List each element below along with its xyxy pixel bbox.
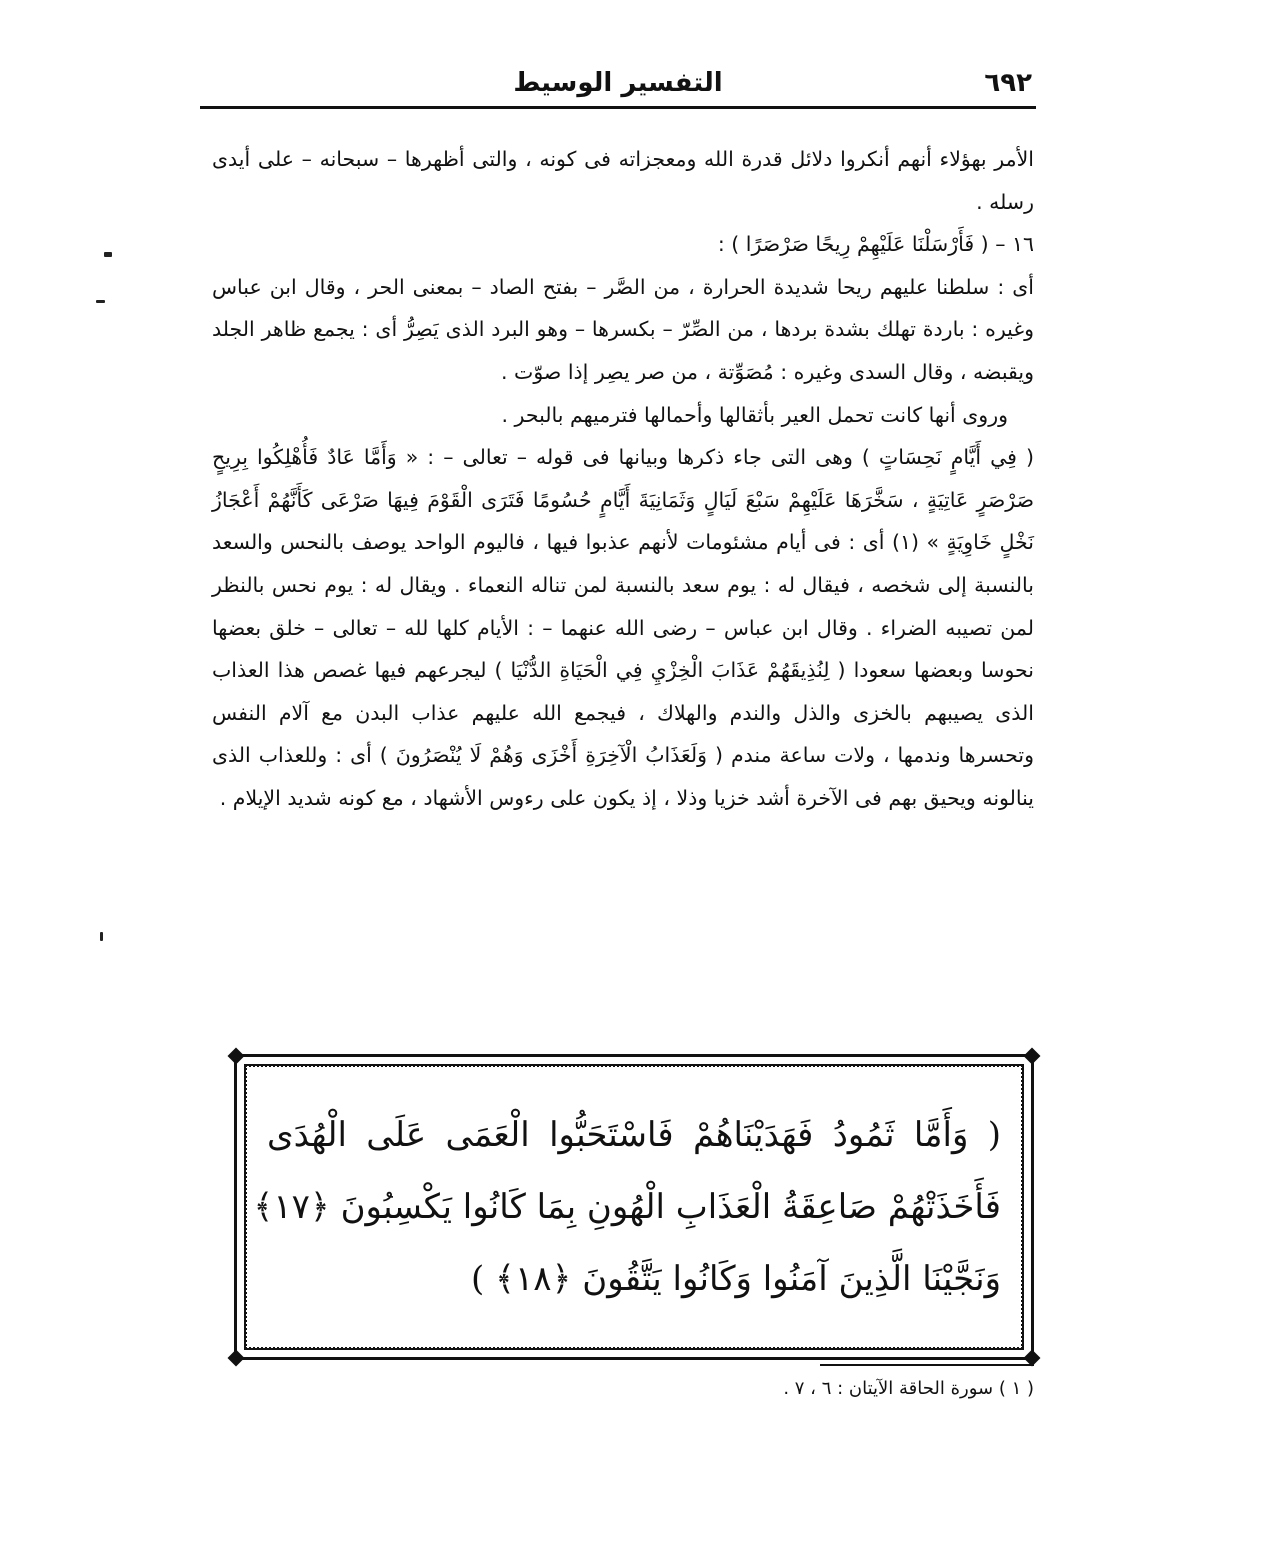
footnote: ( ١ ) سورة الحاقة الآيتان : ٦ ، ٧ . bbox=[783, 1378, 1034, 1399]
scan-speck bbox=[100, 932, 103, 941]
ornament-corner bbox=[228, 1350, 245, 1367]
verse-lines bbox=[253, 1099, 1001, 1315]
page-number: ٦٩٢ bbox=[984, 68, 1032, 98]
running-title: التفسير الوسيط bbox=[513, 68, 723, 98]
ornament-corner bbox=[1024, 1048, 1041, 1065]
ornament-corner bbox=[228, 1048, 245, 1065]
verse-box bbox=[234, 1054, 1034, 1360]
body-text bbox=[212, 138, 1034, 820]
verse-line-1: ( وَأَمَّا ثَمُودُ فَهَدَيْنَاهُمْ فَاسْتَحَبُّوا الْعَمَى عَلَى الْهُدَى bbox=[267, 1115, 1001, 1155]
footnote-rule bbox=[820, 1364, 1034, 1366]
scan-speck bbox=[96, 300, 105, 303]
header-rule bbox=[200, 106, 1036, 109]
paragraph-1: الأمر بهؤلاء أنهم أنكروا دلائل قدرة الله ومعجزاته فى كونه ، والتى أظهرها – سبحانه – على أيدى رسله . bbox=[212, 147, 1034, 214]
scan-speck bbox=[104, 252, 112, 257]
paragraph-5: ( فِي أَيَّامٍ نَحِسَاتٍ ) وهى التى جاء ذكرها وبيانها فى قوله – تعالى – : « وَأَمَّا عَادٌ فَأُهْلِكُوا بِرِيحٍ صَرْصَرٍ عَاتِيَةٍ ، سَخَّرَهَا عَلَيْهِمْ سَبْعَ لَيَالٍ وَثَمَانِيَةَ أَيَّامٍ حُسُومًا فَتَرَى الْقَوْمَ فِيهَا صَرْعَى كَأَنَّهُمْ أَعْجَازُ نَخْلٍ خَاوِيَةٍ » (١) أى : فى أيام مشئومات لأنهم عذبوا فيها ، فاليوم الواحد يوصف بالنحس والسعد بالنسبة إلى شخصه ، فيقال له : يوم سعد بالنسبة لمن تناله النعماء . ويقال له : يوم نحس بالنظر لمن تصيبه الضراء . وقال ابن عباس – رضى الله عنهما – : الأيام كلها لله – تعالى – خلق بعضها نحوسا وبعضها سعودا ( لِنُذِيقَهُمْ عَذَابَ الْخِزْيِ فِي الْحَيَاةِ الدُّنْيَا ) ليجرعهم فيها غصص هذا العذاب الذى يصيبهم بالخزى والذل والندم والهلاك ، فيجمع الله عليهم عذاب البدن مع آلام النفس وتحسرها وندمها ، ولات ساعة مندم ( وَلَعَذَابُ الْآخِرَةِ أَخْزَى وَهُمْ لَا يُنْصَرُونَ ) أى : وللعذاب الذى ينالونه ويحيق بهم فى الآخرة أشد خزيا وذلا ، إذ يكون على رءوس الأشهاد ، مع كونه شديد الإيلام . bbox=[212, 445, 1034, 810]
paragraph-4: وروى أنها كانت تحمل العير بأثقالها وأحمالها فترميهم بالبحر . bbox=[501, 402, 1008, 427]
paragraph-3: أى : سلطنا عليهم ريحا شديدة الحرارة ، من الصَّر – بفتح الصاد – بمعنى الحر ، وقال ابن عباس وغيره : باردة تهلك بشدة بردها ، من الصِّرّ – بكسرها – وهو البرد الذى يَصِرُّ أى : يجمع ظاهر الجلد ويقبضه ، وقال السدى وغيره : مُصَوِّتة ، من صر يصِر إذا صوّت . bbox=[212, 274, 1034, 384]
paragraph-2: ١٦ – ( فَأَرْسَلْنَا عَلَيْهِمْ رِيحًا صَرْصَرًا ) : bbox=[717, 232, 1034, 257]
verse-line-2: فَأَخَذَتْهُمْ صَاعِقَةُ الْعَذَابِ الْهُونِ بِمَا كَانُوا يَكْسِبُونَ ﴿١٧﴾ bbox=[253, 1187, 1001, 1227]
page-header bbox=[200, 62, 1036, 108]
verse-line-3: وَنَجَّيْنَا الَّذِينَ آمَنُوا وَكَانُوا يَتَّقُونَ ﴿١٨﴾ ) bbox=[470, 1259, 1001, 1299]
